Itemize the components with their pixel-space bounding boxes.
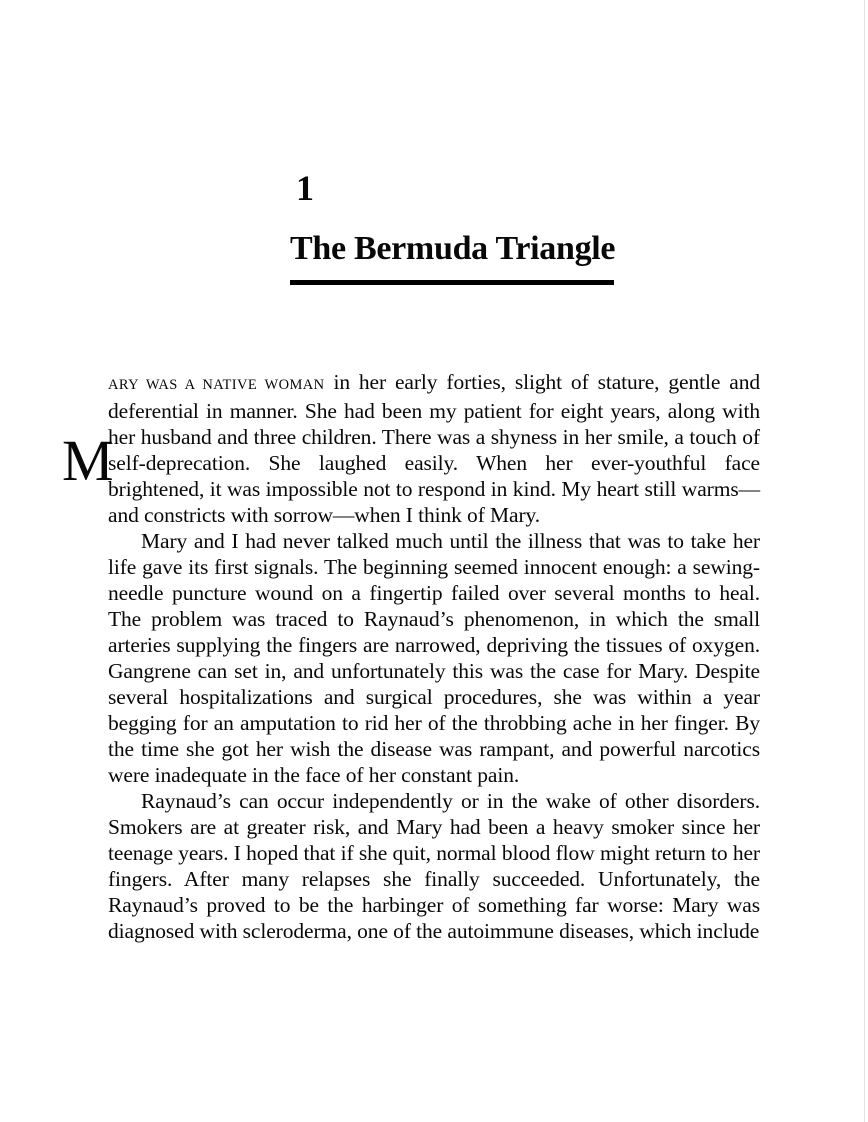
dropcap-letter: M	[62, 428, 114, 493]
chapter-title: The Bermuda Triangle	[290, 230, 616, 267]
opening-paragraph-text: in her early forties, slight of stature, gentle and deferential in manner. She had been my patient for eight years, along with her husband and three children. There was a shyness in her smile, a touch of self-deprecation. She laughed easily. When her ever-youthful face brightened, it was impossible not to respond in kind. My heart still warms—and constricts with sorrow—when I think of Mary.	[108, 370, 760, 527]
chapter-number: 1	[296, 168, 314, 208]
chapter-header	[290, 170, 616, 285]
title-rule	[290, 280, 614, 285]
small-caps-lead-in: ARY WAS A NATIVE WOMAN	[108, 377, 325, 393]
body-paragraph: Mary and I had never talked much until the illness that was to take her life gave its first signals. The beginning seemed innocent enough: a sewing-needle puncture wound on a fingertip failed over several months to heal. The problem was traced to Raynaud’s phenomenon, in which the small arteries supplying the fingers are narrowed, depriving the tissues of oxygen. Gangrene can set in, and unfortunately this was the case for Mary. Despite several hospitalizations and surgical procedures, she was within a year begging for an amputation to rid her of the throbbing ache in her finger. By the time she got her wish the disease was rampant, and powerful narcotics were inadequate in the face of her constant pain.	[108, 529, 760, 787]
chapter-body	[62, 369, 760, 944]
pane-edge-divider	[864, 0, 865, 1122]
body-paragraph: Raynaud’s can occur independently or in the wake of other disorders. Smokers are at greater risk, and Mary had been a heavy smoker since her teenage years. I hoped that if she quit, normal blood flow might return to her fingers. After many relapses she finally succeeded. Unfortunately, the Raynaud’s proved to be the harbinger of something far worse: Mary was diagnosed with scleroderma, one of the autoimmune diseases, which include	[108, 789, 760, 943]
opening-paragraph	[62, 369, 760, 528]
